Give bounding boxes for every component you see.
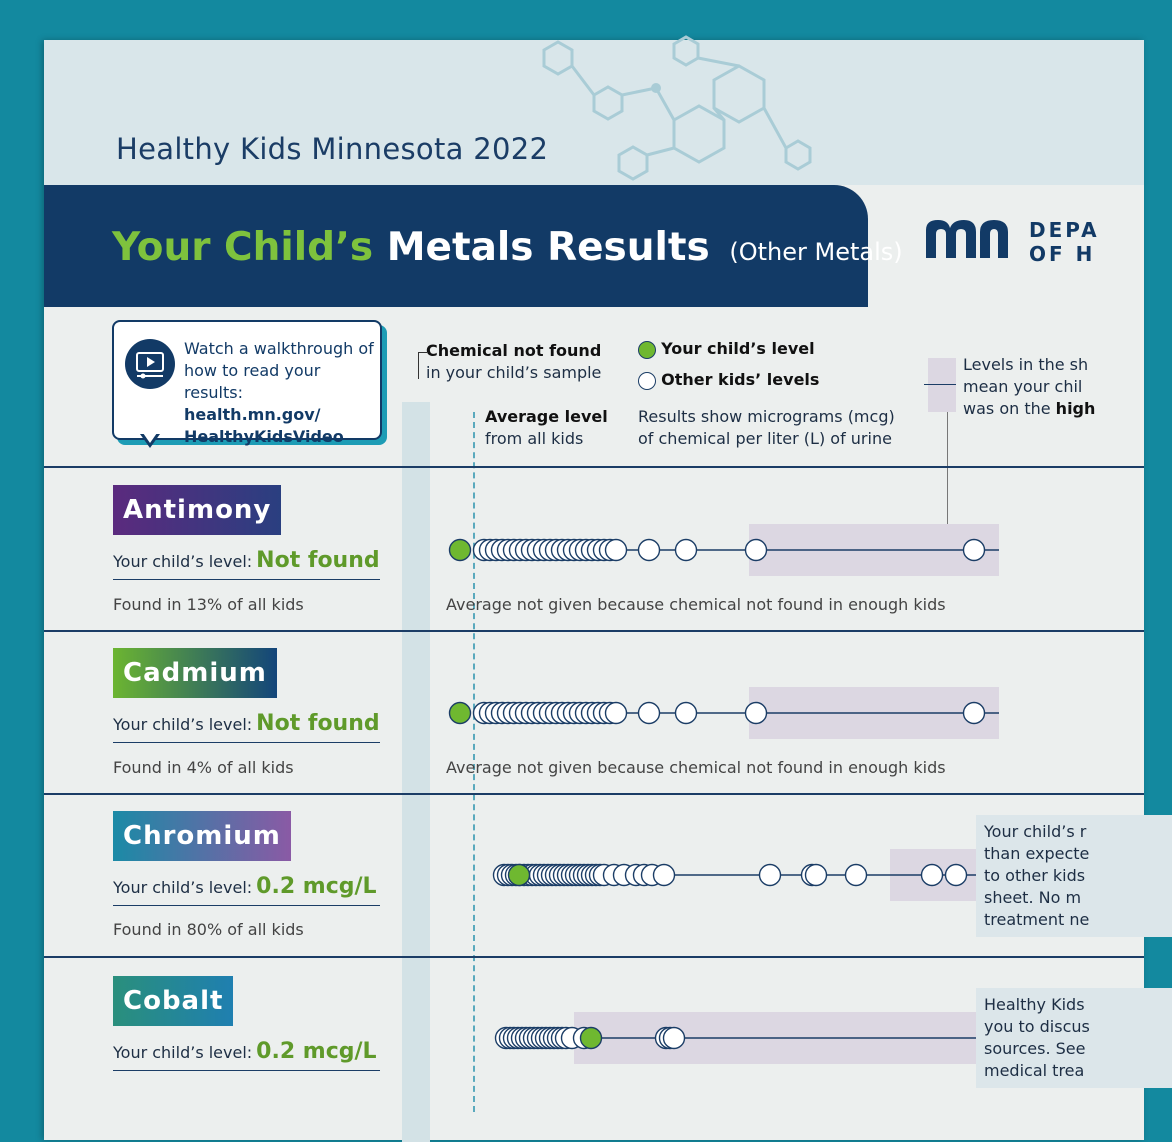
other-kid-dot bbox=[946, 865, 967, 886]
level-line-cadmium bbox=[113, 711, 380, 743]
other-kid-dot bbox=[606, 540, 627, 561]
side-note-cobalt bbox=[976, 988, 1172, 1088]
your-child-dot bbox=[450, 703, 471, 724]
found-percent-antimony: Found in 13% of all kids bbox=[113, 595, 304, 614]
org-title: Healthy Kids Minnesota 2022 bbox=[116, 132, 549, 166]
other-kid-dot bbox=[654, 865, 675, 886]
side-note-chromium bbox=[976, 815, 1172, 937]
level-line-cobalt bbox=[113, 1039, 380, 1071]
row-divider bbox=[44, 466, 1144, 468]
level-label: Your child’s level: bbox=[113, 1043, 253, 1062]
other-kid-dot bbox=[746, 540, 767, 561]
legend-not-found-bold: Chemical not found bbox=[426, 341, 602, 360]
legend-average bbox=[485, 406, 608, 450]
metal-badge-cadmium: Cadmium bbox=[113, 648, 277, 698]
callout-text bbox=[184, 338, 380, 448]
results-sheet bbox=[44, 40, 1144, 1140]
title-banner bbox=[44, 185, 903, 307]
other-kid-dot bbox=[964, 540, 985, 561]
level-label: Your child’s level: bbox=[113, 715, 253, 734]
other-kid-dot bbox=[676, 540, 697, 561]
level-value: 0.2 mcg/L bbox=[256, 1039, 377, 1064]
shaded-key-line bbox=[924, 384, 956, 385]
found-percent-chromium: Found in 80% of all kids bbox=[113, 920, 304, 939]
avg-note-cadmium: Average not given because chemical not found in enough kids bbox=[446, 758, 946, 777]
other-kid-dot bbox=[760, 865, 781, 886]
other-kid-dot bbox=[639, 540, 660, 561]
legend-shade-line-3 bbox=[963, 398, 1095, 420]
your-child-dot bbox=[509, 865, 530, 886]
legend-shade-line-3-bold: high bbox=[1055, 399, 1096, 418]
side-note-line: sheet. No m bbox=[984, 888, 1082, 907]
legend-average-bold: Average level bbox=[485, 407, 608, 426]
mn-logo-icon bbox=[922, 216, 1020, 260]
side-note-line: medical trea bbox=[984, 1061, 1085, 1080]
white-dot-icon bbox=[638, 372, 656, 390]
side-note-line: sources. See bbox=[984, 1039, 1086, 1058]
department-line-1: DEPA bbox=[1029, 218, 1100, 242]
title-accent: Your Child’s bbox=[112, 225, 374, 270]
other-kid-dot bbox=[664, 1028, 685, 1049]
legend-your-level bbox=[638, 338, 815, 360]
department-name bbox=[1029, 218, 1100, 266]
other-kid-dot bbox=[964, 703, 985, 724]
side-note-line: treatment ne bbox=[984, 910, 1090, 929]
other-kid-dot bbox=[806, 865, 827, 886]
legend-shade-line-2: mean your chil bbox=[963, 377, 1083, 396]
level-line-chromium bbox=[113, 874, 380, 906]
legend-average-rest: from all kids bbox=[485, 429, 584, 448]
level-value: Not found bbox=[256, 711, 380, 736]
video-callout[interactable] bbox=[112, 320, 382, 446]
other-kid-dot bbox=[676, 703, 697, 724]
legend-other-levels bbox=[638, 369, 819, 391]
legend-shade-line-1: Levels in the sh bbox=[963, 355, 1089, 374]
legend-other-levels-label: Other kids’ levels bbox=[661, 370, 820, 389]
other-kid-dot bbox=[639, 703, 660, 724]
green-dot-icon bbox=[638, 341, 656, 359]
video-play-icon bbox=[124, 338, 176, 390]
other-kid-dot bbox=[746, 703, 767, 724]
avg-note-antimony: Average not given because chemical not found in enough kids bbox=[446, 595, 946, 614]
legend-shade-line-3-pre: was on the bbox=[963, 399, 1056, 418]
side-note-line: to other kids bbox=[984, 866, 1086, 885]
legend-units bbox=[638, 406, 895, 450]
page-title bbox=[112, 225, 903, 270]
other-kid-dot bbox=[606, 703, 627, 724]
level-line-antimony bbox=[113, 548, 380, 580]
distribution-cobalt bbox=[424, 1008, 984, 1068]
metal-badge-chromium: Chromium bbox=[113, 811, 291, 861]
legend-shade-text bbox=[963, 354, 1095, 420]
title-sub: (Other Metals) bbox=[729, 238, 903, 266]
legend-not-found bbox=[426, 340, 601, 384]
level-value: Not found bbox=[256, 548, 380, 573]
legend-your-level-label: Your child’s level bbox=[661, 339, 815, 358]
legend-units-line-2: of chemical per liter (L) of urine bbox=[638, 429, 892, 448]
callout-url-2[interactable]: HealthyKidsVideo bbox=[184, 427, 344, 446]
your-child-dot bbox=[450, 540, 471, 561]
level-value: 0.2 mcg/L bbox=[256, 874, 377, 899]
side-note-line: Healthy Kids bbox=[984, 995, 1085, 1014]
distribution-antimony bbox=[424, 520, 984, 580]
side-note-line: you to discus bbox=[984, 1017, 1090, 1036]
title-main: Metals Results bbox=[386, 225, 710, 270]
other-kid-dot bbox=[922, 865, 943, 886]
shade-connector-line bbox=[947, 412, 948, 524]
callout-url-1[interactable]: health.mn.gov/ bbox=[184, 405, 321, 424]
your-child-dot bbox=[581, 1028, 602, 1049]
callout-tail-inner bbox=[143, 433, 157, 443]
callout-line-1: Watch a walkthrough of bbox=[184, 339, 374, 358]
level-label: Your child’s level: bbox=[113, 878, 253, 897]
metal-badge-cobalt: Cobalt bbox=[113, 976, 233, 1026]
row-divider bbox=[44, 956, 1144, 958]
level-label: Your child’s level: bbox=[113, 552, 253, 571]
row-divider bbox=[44, 793, 1144, 795]
found-percent-cadmium: Found in 4% of all kids bbox=[113, 758, 294, 777]
department-line-2: OF H bbox=[1029, 242, 1096, 266]
molecule-decoration bbox=[524, 40, 864, 180]
shaded-area-key bbox=[928, 358, 956, 412]
distribution-cadmium bbox=[424, 683, 984, 743]
legend-units-line-1: Results show micrograms (mcg) bbox=[638, 407, 895, 426]
row-divider bbox=[44, 630, 1144, 632]
side-note-line: Your child’s r bbox=[984, 822, 1087, 841]
distribution-chromium bbox=[424, 845, 984, 905]
callout-line-2: how to read your results: bbox=[184, 361, 321, 402]
legend-not-found-rest: in your child’s sample bbox=[426, 363, 602, 382]
other-kid-dot bbox=[846, 865, 867, 886]
side-note-line: than expecte bbox=[984, 844, 1090, 863]
metal-badge-antimony: Antimony bbox=[113, 485, 281, 535]
